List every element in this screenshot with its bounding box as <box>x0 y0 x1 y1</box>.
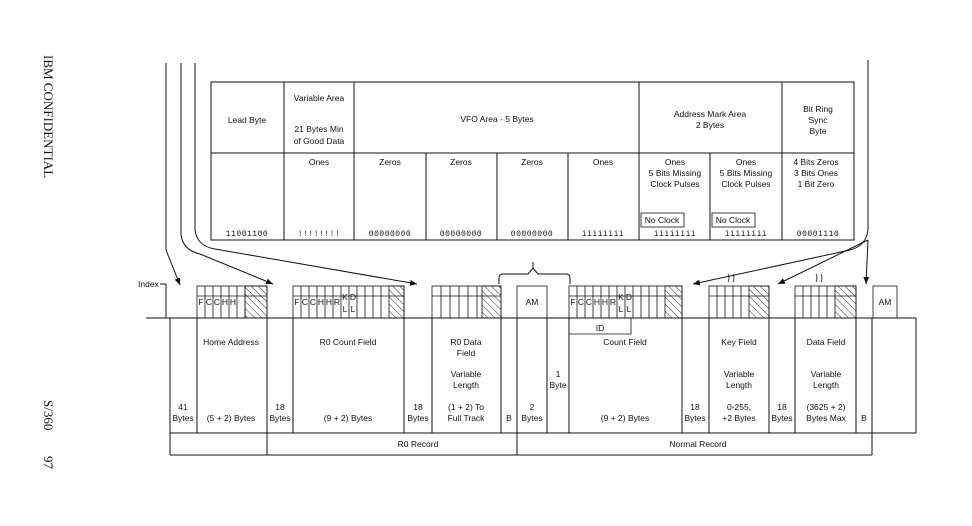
am-clock-pulses: Clock Pulses <box>721 179 771 189</box>
flag-letter: H <box>325 297 333 307</box>
gap-unit: Bytes <box>172 413 194 423</box>
bit-pattern: iiiiiiii <box>724 230 768 239</box>
flag-letter: L <box>342 304 348 314</box>
zeros-cell: Zeros <box>379 157 401 167</box>
length-label: Length <box>453 380 479 390</box>
connector-lines <box>138 60 868 318</box>
bit-ring-byte: Byte <box>809 126 827 136</box>
variable-area-good-data: of Good Data <box>293 136 345 146</box>
bit-pattern: 00000000 <box>439 230 483 239</box>
zeros-cell: Zeros <box>450 157 472 167</box>
index-label: Index <box>138 279 159 289</box>
flag-letter: H <box>229 297 237 307</box>
confidential-label: IBM CONFIDENTIAL <box>41 55 56 179</box>
key-field-size-2: +2 Bytes <box>722 413 756 423</box>
bit-pattern: iiiiiiii <box>653 230 697 239</box>
r0-count-size: (9 + 2) Bytes <box>323 413 373 423</box>
flag-letter: C <box>585 297 593 307</box>
vfo-area-header: VFO Area - 5 Bytes <box>460 114 534 124</box>
lead-byte-header: Lead Byte <box>227 115 267 125</box>
ones-cell: Ones <box>592 157 614 167</box>
flag-letter: R <box>333 297 341 307</box>
flag-letter: C <box>205 297 213 307</box>
address-mark-bytes: 2 Bytes <box>695 120 725 130</box>
bit-ring-header: Bit Ring <box>803 104 833 114</box>
sync-unit: Byte <box>549 380 567 390</box>
gap-unit: Bytes <box>269 413 291 423</box>
variable-label: Variable <box>723 369 755 379</box>
flag-letter: H <box>221 297 229 307</box>
address-mark-header: Address Mark Area <box>673 109 747 119</box>
ring-zeros: 4 Bits Zeros <box>793 157 839 167</box>
key-field-size: 0-255, <box>726 402 752 412</box>
key-field-label: Key Field <box>721 337 757 347</box>
variable-label: Variable <box>450 369 482 379</box>
data-field-label: Data Field <box>806 337 846 347</box>
am-ones-cell: Ones <box>735 157 757 167</box>
flag-letter: H <box>593 297 601 307</box>
id-label: ID <box>595 323 605 333</box>
bit-pattern: 00001110 <box>796 230 840 239</box>
bit-pattern: iiiiiiii <box>581 230 625 239</box>
variable-label: Variable <box>810 369 842 379</box>
b-label: B <box>861 413 867 423</box>
no-clock-label: No Clock <box>644 215 680 225</box>
flag-letter: F <box>198 297 204 307</box>
flag-letter: L <box>350 304 356 314</box>
length-label: Length <box>726 380 752 390</box>
flag-letter: H <box>317 297 325 307</box>
flag-letter: K <box>618 292 624 302</box>
count-field-label: Count Field <box>603 337 647 347</box>
flag-letter: D <box>625 292 633 302</box>
flag-letter: F <box>570 297 576 307</box>
flag-letter: C <box>577 297 585 307</box>
bit-pattern: 00000000 <box>368 230 412 239</box>
side-margin <box>41 55 56 470</box>
flag-letter: C <box>309 297 317 307</box>
am-ones-cell: Ones <box>664 157 686 167</box>
variable-area-header: Variable Area <box>293 93 345 103</box>
track-layout <box>146 318 916 455</box>
no-clock-label: No Clock <box>715 215 751 225</box>
data-field-size: (3625 + 2) <box>806 402 846 412</box>
bit-ring-sync: Sync <box>808 115 828 125</box>
flag-letter: C <box>213 297 221 307</box>
length-label: Length <box>813 380 839 390</box>
flag-letter: F <box>294 297 300 307</box>
bit-pattern-table <box>211 82 854 240</box>
r0-count-label: R0 Count Field <box>319 337 377 347</box>
b-label: B <box>506 413 512 423</box>
flag-letter: D <box>349 292 357 302</box>
sync-size: 1 <box>555 369 561 379</box>
am-label: AM <box>525 297 539 307</box>
page-number: 97 <box>41 456 56 469</box>
flag-letter: L <box>618 304 624 314</box>
r0-record-label: R0 Record <box>397 439 439 449</box>
r0-data-label-2: Field <box>456 348 476 358</box>
ring-zero-bit: 1 Bit Zero <box>797 179 835 189</box>
data-field-size-2: Bytes Max <box>806 413 846 423</box>
r0-data-size: (1 + 2) To <box>448 402 484 412</box>
ring-ones: 3 Bits Ones <box>794 168 838 178</box>
normal-record-label: Normal Record <box>669 439 727 449</box>
variable-area-min: 21 Bytes Min <box>294 124 344 134</box>
flag-letter: K <box>342 292 348 302</box>
r0-data-label: R0 Data <box>450 337 482 347</box>
series-label: S/360 <box>41 400 56 431</box>
am-clock-pulses: Clock Pulses <box>650 179 700 189</box>
home-address-size: (5 + 2) Bytes <box>206 413 256 423</box>
flag-letter: H <box>601 297 609 307</box>
gap-size: 41 <box>178 402 188 412</box>
bit-pattern: 00000000 <box>510 230 554 239</box>
bit-pattern: !!!!!!!! <box>297 230 341 239</box>
bit-pattern: 11001100 <box>225 230 269 239</box>
count-field-size: (9 + 2) Bytes <box>600 413 650 423</box>
am-label: AM <box>878 297 892 307</box>
gap-unit: Bytes <box>407 413 429 423</box>
gap-size: 18 <box>690 402 700 412</box>
gap-unit: Bytes <box>521 413 543 423</box>
am-missing-bits: 5 Bits Missing <box>648 168 702 178</box>
gap-unit: Bytes <box>771 413 793 423</box>
am-size: 2 <box>529 402 535 412</box>
flag-letter: L <box>626 304 632 314</box>
home-address-label: Home Address <box>203 337 259 347</box>
gap-unit: Bytes <box>684 413 706 423</box>
gap-size: 18 <box>413 402 423 412</box>
ones-cell: Ones <box>308 157 330 167</box>
zeros-cell: Zeros <box>521 157 543 167</box>
am-missing-bits: 5 Bits Missing <box>719 168 773 178</box>
gap-size: 18 <box>777 402 787 412</box>
flag-letter: R <box>609 297 617 307</box>
r0-data-size-2: Full Track <box>447 413 485 423</box>
gap-size: 18 <box>275 402 285 412</box>
flag-letter: C <box>301 297 309 307</box>
